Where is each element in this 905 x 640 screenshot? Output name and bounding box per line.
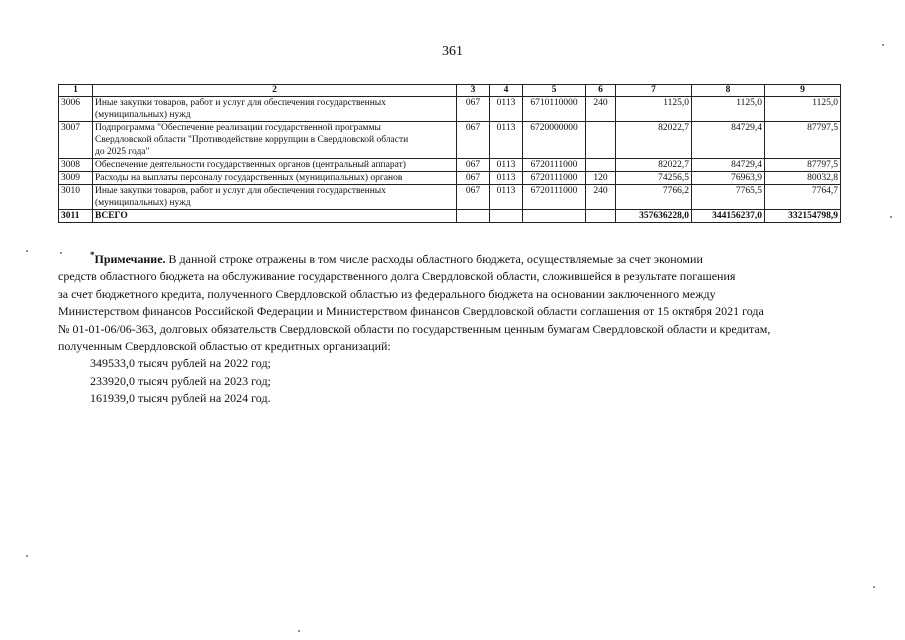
- description-line: (муниципальных) нужд: [95, 110, 191, 120]
- section-code: 0113: [490, 159, 523, 172]
- description-line: Иные закупки товаров, работ и услуг для обеспечения государственных: [95, 186, 386, 196]
- column-header: 4: [490, 85, 523, 97]
- footnote-line: средств областного бюджета на обслуживание государственного долга Свердловской области, сложившейся в результате погашения: [58, 269, 736, 284]
- expense-type-code: [586, 159, 616, 172]
- description-line: Подпрограмма "Обеспечение реализации государственной программы: [95, 123, 381, 133]
- column-header: 8: [692, 85, 765, 97]
- row-number: 3006: [59, 97, 93, 122]
- table-row: [59, 122, 841, 159]
- amount-year-1: 82022,7: [616, 122, 692, 159]
- scan-speck: [873, 586, 875, 588]
- description-line: Иные закупки товаров, работ и услуг для обеспечения государственных: [95, 98, 386, 108]
- amount-year-2: 84729,4: [692, 159, 765, 172]
- description-line: (муниципальных) нужд: [95, 198, 191, 208]
- target-article-code: 6710110000: [523, 97, 586, 122]
- section-code: 0113: [490, 122, 523, 159]
- amount-year-2: 7765,5: [692, 185, 765, 210]
- footnote-line: № 01-01-06/06-363, долговых обязательств Свердловской области по государственным ценным бумагам Свердловской области и кредитам,: [58, 321, 771, 336]
- total-label: ВСЕГО: [93, 210, 457, 223]
- column-header: 7: [616, 85, 692, 97]
- ministry-code: 067: [457, 97, 490, 122]
- amount-year-1: 82022,7: [616, 159, 692, 172]
- footnote-label: Примечание.: [94, 252, 166, 266]
- section-code: 0113: [490, 97, 523, 122]
- amount-year-1: 1125,0: [616, 97, 692, 122]
- target-article-code: 6720111000: [523, 172, 586, 185]
- footnote: [58, 251, 848, 408]
- column-header: 6: [586, 85, 616, 97]
- amount-year-3: 80032,8: [765, 172, 841, 185]
- row-description: [93, 172, 457, 185]
- scan-speck: [890, 216, 892, 218]
- amount-year-2: 1125,0: [692, 97, 765, 122]
- total-row: [59, 210, 841, 223]
- row-number: 3007: [59, 122, 93, 159]
- scan-speck: [26, 555, 28, 557]
- column-header: 9: [765, 85, 841, 97]
- footnote-line: [58, 251, 848, 268]
- description-line: Свердловской области "Противодействие коррупции в Свердловской области: [95, 135, 409, 145]
- expense-type-code: 120: [586, 172, 616, 185]
- table-row: [59, 159, 841, 172]
- amount-year-3: 87797,5: [765, 159, 841, 172]
- row-number: 3008: [59, 159, 93, 172]
- scan-speck: [298, 630, 300, 632]
- column-header: 2: [93, 85, 457, 97]
- row-description: [93, 97, 457, 122]
- target-article-code: 6720111000: [523, 159, 586, 172]
- total-year-3: 332154798,9: [765, 210, 841, 223]
- amount-year-3: 7764,7: [765, 185, 841, 210]
- target-article-code: 6720000000: [523, 122, 586, 159]
- empty-cell: [586, 210, 616, 223]
- column-header: 1: [59, 85, 93, 97]
- section-code: 0113: [490, 172, 523, 185]
- description-line: Обеспечение деятельности государственных органов (центральный аппарат): [95, 160, 406, 170]
- description-line: Расходы на выплаты персоналу государственных (муниципальных) органов: [95, 173, 403, 183]
- expense-type-code: 240: [586, 97, 616, 122]
- expense-type-code: 240: [586, 185, 616, 210]
- description-line: до 2025 года": [95, 147, 150, 157]
- row-number: 3010: [59, 185, 93, 210]
- scan-speck: [60, 252, 62, 254]
- footnote-line: Министерством финансов Российской Федерации и Министерством финансов Свердловской области соглашения от 15 октября 2021 года: [58, 304, 764, 319]
- column-header: 5: [523, 85, 586, 97]
- row-number: 3009: [59, 172, 93, 185]
- budget-table: [58, 84, 841, 223]
- row-description: [93, 185, 457, 210]
- scan-speck: [882, 44, 884, 46]
- row-number: 3011: [59, 210, 93, 223]
- footnote-line: полученным Свердловской областью от кредитных организаций:: [58, 339, 391, 354]
- amount-year-2: 84729,4: [692, 122, 765, 159]
- amount-year-2: 76963,9: [692, 172, 765, 185]
- table-row: [59, 172, 841, 185]
- ministry-code: 067: [457, 185, 490, 210]
- total-year-1: 357636228,0: [616, 210, 692, 223]
- table-row: [59, 185, 841, 210]
- total-year-2: 344156237,0: [692, 210, 765, 223]
- amount-year-3: 87797,5: [765, 122, 841, 159]
- footnote-amount: 233920,0 тысяч рублей на 2023 год;: [90, 373, 271, 388]
- amount-year-3: 1125,0: [765, 97, 841, 122]
- ministry-code: 067: [457, 122, 490, 159]
- footnote-mark: *: [90, 250, 95, 260]
- row-description: [93, 122, 457, 159]
- row-description: [93, 159, 457, 172]
- amount-year-1: 74256,5: [616, 172, 692, 185]
- footnote-amount: 349533,0 тысяч рублей на 2022 год;: [90, 356, 271, 371]
- empty-cell: [490, 210, 523, 223]
- table-row: [59, 97, 841, 122]
- empty-cell: [523, 210, 586, 223]
- target-article-code: 6720111000: [523, 185, 586, 210]
- table-header-row: [59, 85, 841, 97]
- column-header: 3: [457, 85, 490, 97]
- footnote-text: В данной строке отражены в том числе расходы областного бюджета, осуществляемые за счет экономии: [165, 252, 703, 266]
- empty-cell: [457, 210, 490, 223]
- expense-type-code: [586, 122, 616, 159]
- footnote-amount: 161939,0 тысяч рублей на 2024 год.: [90, 391, 271, 406]
- page-number: 361: [442, 44, 463, 59]
- scan-speck: [26, 250, 28, 252]
- ministry-code: 067: [457, 159, 490, 172]
- footnote-line: за счет бюджетного кредита, полученного Свердловской областью из федерального бюджета на основании заключенного между: [58, 286, 716, 301]
- ministry-code: 067: [457, 172, 490, 185]
- section-code: 0113: [490, 185, 523, 210]
- amount-year-1: 7766,2: [616, 185, 692, 210]
